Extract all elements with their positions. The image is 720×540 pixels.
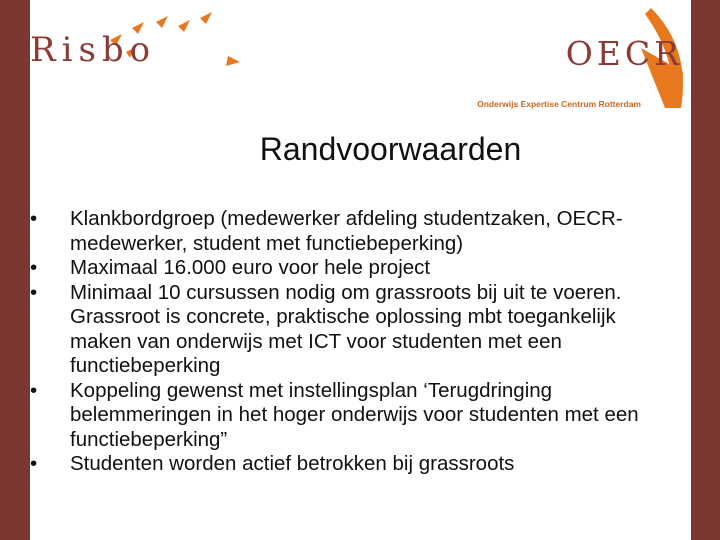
bullet-text: • Maximaal 16.000 euro voor hele project: [70, 256, 431, 279]
risbo-logo-text: Risbo: [30, 30, 157, 70]
oecr-logo-text: OECR: [565, 34, 683, 73]
bullet-list: [30, 207, 691, 477]
bullet-text: • Koppeling gewenst met instellingsplan ‘Terugdringing belemmeringen in het hoger onderwijs voor studenten met een functiebeperking”: [70, 378, 639, 451]
bullet-item: [30, 207, 691, 256]
bullet-text: • Minimaal 10 cursussen nodig om grassroots bij uit te voeren. Grassroot is concrete, praktische oplossing mbt toegankelijk maken van onderwijs met ICT voor studenten met een functiebeperking: [70, 280, 622, 377]
oecr-tagline: Onderwijs Expertise Centrum Rotterdam: [477, 99, 641, 109]
oecr-logo: [441, 0, 691, 115]
slide-title: Randvoorwaarden: [259, 131, 522, 167]
bullet-item: [30, 256, 691, 281]
bullet-text: • Studenten worden actief betrokken bij grassroots: [70, 452, 515, 475]
risbo-logo: [30, 0, 260, 80]
bullet-item: [30, 452, 691, 477]
bullet-item: [30, 281, 691, 379]
bullet-item: [30, 379, 691, 453]
slide: [30, 0, 691, 540]
bullet-text: • Klankbordgroep (medewerker afdeling studentzaken, OECR-medewerker, student met functiebeperking): [70, 207, 623, 255]
